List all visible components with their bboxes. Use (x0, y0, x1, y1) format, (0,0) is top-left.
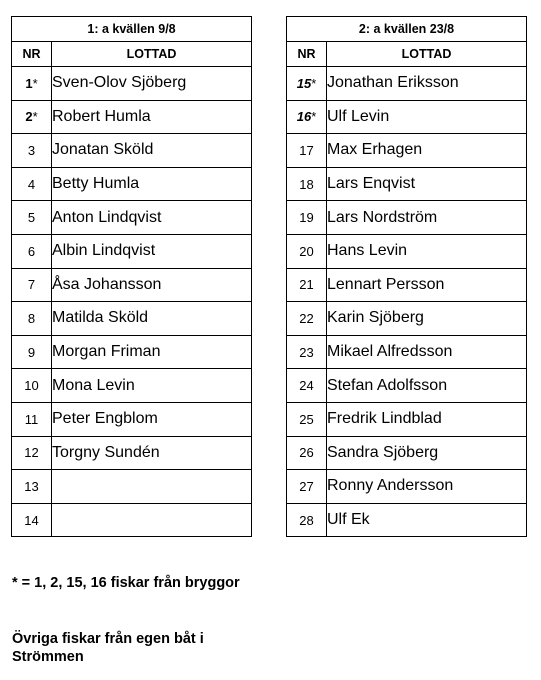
table-row (287, 369, 527, 403)
table-row (12, 402, 252, 436)
table-row (287, 268, 527, 302)
row-number (287, 167, 327, 201)
row-number (287, 201, 327, 235)
row-number (287, 302, 327, 336)
table-row (12, 302, 252, 336)
row-number (12, 470, 52, 504)
row-number-value: 10 (24, 378, 39, 394)
row-number (287, 100, 327, 134)
table-row (12, 335, 252, 369)
row-number-value: 27 (299, 478, 314, 494)
lottad-name: Jonathan Eriksson (327, 67, 527, 101)
table-row (12, 234, 252, 268)
row-number-value: 17 (299, 142, 314, 158)
table-row (287, 167, 527, 201)
row-number-value: 19 (299, 210, 314, 226)
table-title: 2: a kvällen 23/8 (287, 17, 527, 42)
bryggor-mark: * (311, 75, 317, 91)
lottad-name: Fredrik Lindblad (327, 402, 527, 436)
row-number-value: 14 (24, 512, 39, 528)
row-number (287, 67, 327, 101)
row-number (287, 503, 327, 537)
table-row (287, 134, 527, 168)
row-number (287, 268, 327, 302)
lottad-name: Anton Lindqvist (52, 201, 252, 235)
row-number (12, 100, 52, 134)
lottad-name: Torgny Sundén (52, 436, 252, 470)
row-number (287, 402, 327, 436)
row-number-value: 24 (299, 378, 314, 394)
row-number (12, 302, 52, 336)
bryggor-mark: * (32, 109, 38, 125)
table-row (287, 67, 527, 101)
lottad-name: Morgan Friman (52, 335, 252, 369)
column-header-lottad: LOTTAD (327, 42, 527, 67)
lottad-name: Åsa Johansson (52, 268, 252, 302)
lottad-name: Ulf Ek (327, 503, 527, 537)
table-body (287, 67, 527, 537)
table-row (287, 470, 527, 504)
table-row (12, 268, 252, 302)
table-row (12, 201, 252, 235)
row-number-value: 4 (27, 176, 36, 192)
lottery-table-evening-2 (286, 16, 527, 537)
column-header-nr: NR (12, 42, 52, 67)
row-number (12, 268, 52, 302)
lottad-name (52, 470, 252, 504)
row-number-value: 1 (25, 75, 33, 91)
table-row (12, 436, 252, 470)
table-row (287, 503, 527, 537)
row-number-value: 7 (27, 277, 36, 293)
row-number-value: 3 (27, 142, 36, 158)
footnote-bryggor: * = 1, 2, 15, 16 fiskar från bryggor (12, 575, 240, 591)
row-number (12, 503, 52, 537)
row-number-value: 15 (296, 75, 312, 91)
column-header-nr: NR (287, 42, 327, 67)
column-header-lottad: LOTTAD (52, 42, 252, 67)
lottery-table-evening-1 (11, 16, 252, 537)
lottad-name: Albin Lindqvist (52, 234, 252, 268)
lottad-name: Jonatan Sköld (52, 134, 252, 168)
row-number (12, 134, 52, 168)
row-number (287, 436, 327, 470)
table-row (287, 201, 527, 235)
row-number-value: 9 (27, 344, 36, 360)
row-number-value: 8 (27, 310, 36, 326)
row-number (287, 369, 327, 403)
lottad-name: Betty Humla (52, 167, 252, 201)
table-row (12, 100, 252, 134)
lottad-name: Mona Levin (52, 369, 252, 403)
lottad-name: Max Erhagen (327, 134, 527, 168)
table-row (287, 234, 527, 268)
row-number (287, 335, 327, 369)
bryggor-mark: * (311, 109, 317, 125)
lottad-name: Lars Nordström (327, 201, 527, 235)
table-row (287, 100, 527, 134)
lottad-name (52, 503, 252, 537)
row-number-value: 25 (299, 411, 314, 427)
lottad-name: Hans Levin (327, 234, 527, 268)
lottad-name: Peter Engblom (52, 402, 252, 436)
row-number-value: 16 (296, 109, 312, 125)
row-number (12, 335, 52, 369)
row-number (12, 67, 52, 101)
lottad-name: Sven-Olov Sjöberg (52, 67, 252, 101)
table-row (287, 436, 527, 470)
row-number (12, 436, 52, 470)
lottad-name: Matilda Sköld (52, 302, 252, 336)
lottad-name: Karin Sjöberg (327, 302, 527, 336)
footnote-egen-bat: Övriga fiskar från egen båt i Strömmen (12, 631, 204, 665)
table-row (287, 402, 527, 436)
lottad-name: Ulf Levin (327, 100, 527, 134)
row-number-value: 26 (299, 445, 314, 461)
table-row (12, 369, 252, 403)
lottad-name: Ronny Andersson (327, 470, 527, 504)
row-number-value: 20 (299, 243, 314, 259)
row-number (287, 134, 327, 168)
row-number (12, 167, 52, 201)
table-body (12, 67, 252, 537)
row-number (12, 369, 52, 403)
row-number-value: 12 (24, 445, 39, 461)
row-number-value: 21 (299, 277, 314, 293)
row-number (12, 201, 52, 235)
table-row (12, 167, 252, 201)
row-number (12, 402, 52, 436)
table-row (12, 503, 252, 537)
lottad-name: Stefan Adolfsson (327, 369, 527, 403)
row-number (287, 234, 327, 268)
lottad-name: Lennart Persson (327, 268, 527, 302)
table-row (12, 67, 252, 101)
row-number (12, 234, 52, 268)
table-row (287, 302, 527, 336)
row-number-value: 23 (299, 344, 314, 360)
table-row (12, 134, 252, 168)
row-number-value: 11 (24, 411, 39, 427)
row-number-value: 18 (299, 176, 314, 192)
row-number (287, 470, 327, 504)
row-number-value: 5 (27, 210, 36, 226)
row-number-value: 22 (299, 310, 314, 326)
table-row (12, 470, 252, 504)
table-row (287, 335, 527, 369)
lottad-name: Lars Enqvist (327, 167, 527, 201)
lottad-name: Robert Humla (52, 100, 252, 134)
row-number-value: 6 (27, 243, 36, 259)
lottad-name: Mikael Alfredsson (327, 335, 527, 369)
row-number-value: 13 (24, 478, 39, 494)
bryggor-mark: * (32, 75, 38, 91)
lottad-name: Sandra Sjöberg (327, 436, 527, 470)
row-number-value: 28 (299, 512, 314, 528)
table-title: 1: a kvällen 9/8 (12, 17, 252, 42)
row-number-value: 2 (25, 109, 33, 125)
